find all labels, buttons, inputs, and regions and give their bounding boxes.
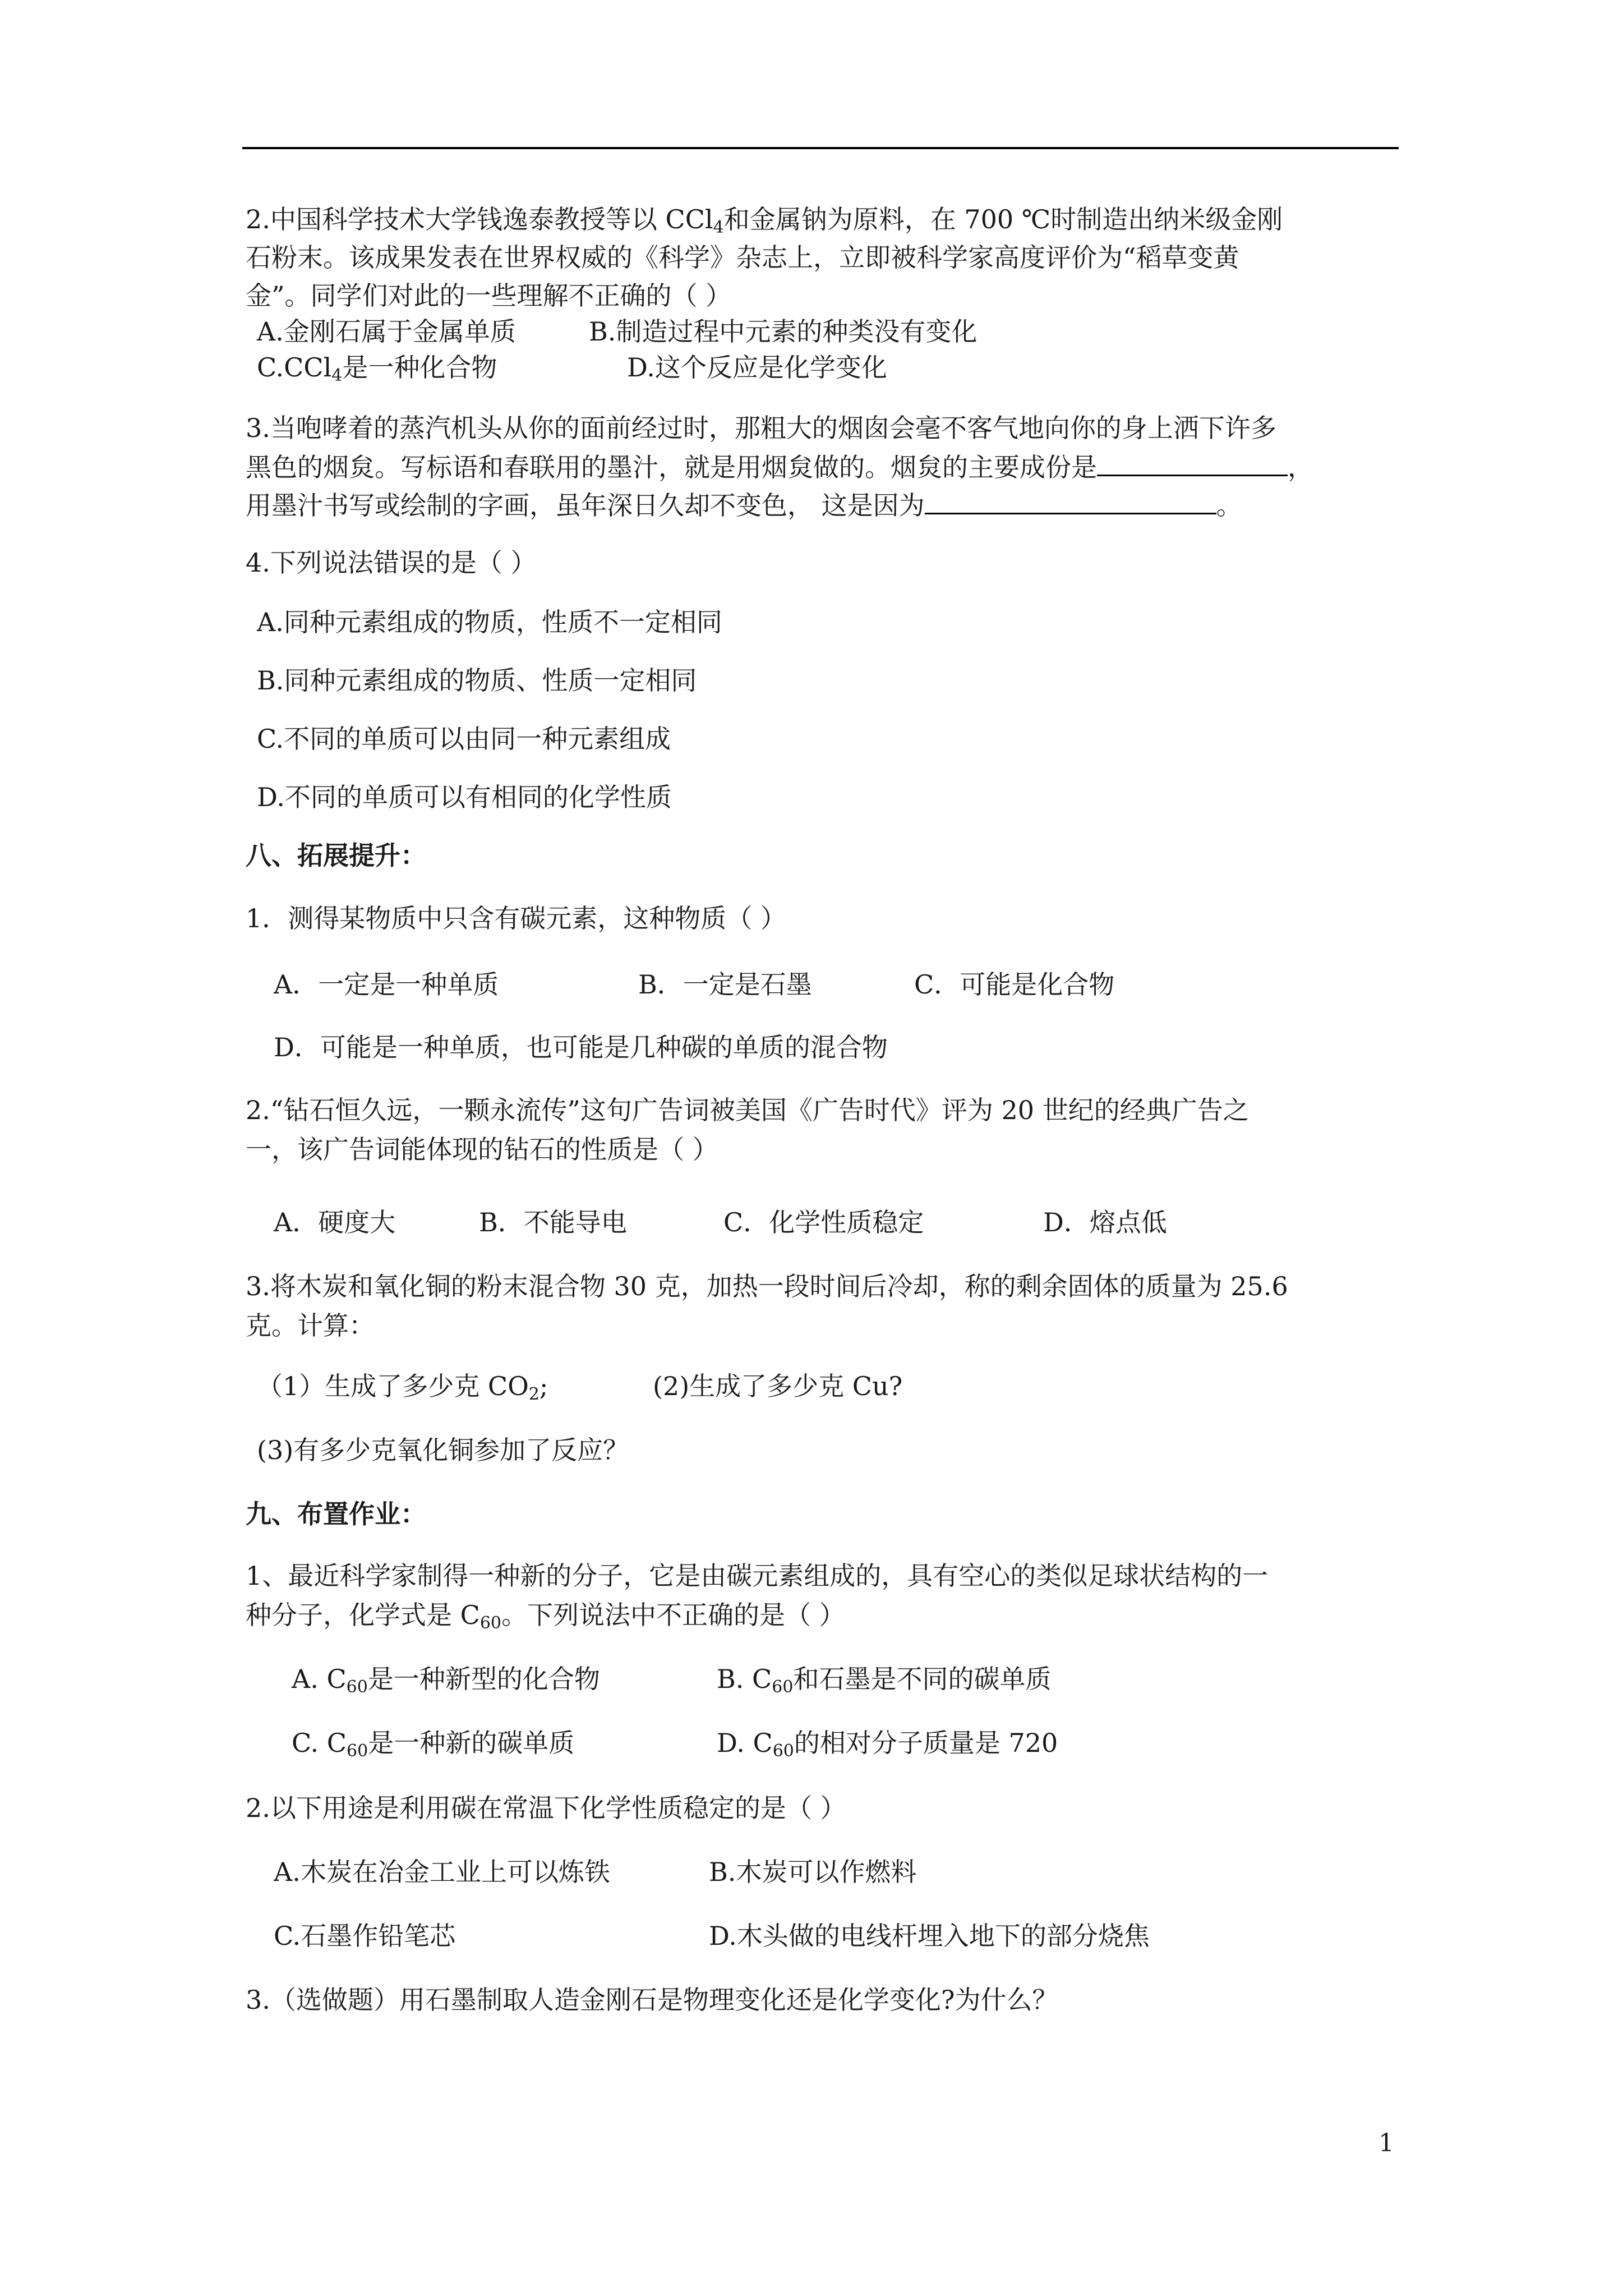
q4-option-a: A.同种元素组成的物质，性质不一定相同 [257, 607, 722, 637]
s9-q1-option-b: B. $C_{60}$和石墨是不同的碳单质 [717, 1664, 1052, 1697]
s8-q3-part1: （1）生成了多少克 $CO_2$; [257, 1371, 548, 1404]
s8-q1-option-b: B．一定是石墨 [638, 969, 812, 1000]
q2-line3: 金”。同学们对此的一些理解不正确的（ ） [246, 280, 732, 311]
section-heading: 九、布置作业： [246, 1499, 426, 1529]
s8-q2-option-a: A．硬度大 [274, 1207, 396, 1237]
s9-q1-option-a: A. $C_{60}$是一种新型的化合物 [292, 1664, 600, 1697]
s8-q2-option-c: C．化学性质稳定 [723, 1207, 924, 1237]
s9-q2-option-d: D.木头做的电线杆埋入地下的部分烧焦 [709, 1921, 1150, 1951]
s8-q2-option-d: D．熔点低 [1043, 1207, 1167, 1237]
s8-q3-line2: 克。计算： [246, 1310, 375, 1341]
q4-option-b: B.同种元素组成的物质、性质一定相同 [257, 665, 697, 696]
page-number: 1 [1378, 2129, 1394, 2157]
s8-q3-part2: (2)生成了多少克 Cu? [653, 1371, 903, 1401]
s8-q2-line2: 一，该广告词能体现的钻石的性质是（ ） [246, 1134, 718, 1165]
s8-q1-stem: 1．测得某物质中只含有碳元素，这种物质（ ） [246, 903, 786, 933]
s8-q2-line1: 2.“钻石恒久远，一颗永流传”这句广告词被美国《广告时代》评为 20 世纪的经典广告之 [246, 1095, 1249, 1125]
q4-option-d: D.不同的单质可以有相同的化学性质 [257, 782, 672, 812]
q2-option-b: B.制造过程中元素的种类没有变化 [589, 316, 978, 347]
header-rule [242, 147, 1399, 149]
s9-q1-line1: 1、最近科学家制得一种新的分子，它是由碳元素组成的，具有空心的类似足球状结构的一 [246, 1561, 1269, 1591]
s9-q2-option-c: C.石墨作铅笔芯 [274, 1921, 456, 1951]
q3-line1: 3.当咆哮着的蒸汽机头从你的面前经过时，那粗大的烟囱会毫不客气地向你的身上洒下许多 [246, 413, 1276, 443]
s9-q1-line2: 种分子，化学式是 $C_{60}$。下列说法中不正确的是（ ） [246, 1600, 845, 1633]
s8-q2-option-b: B．不能导电 [479, 1207, 627, 1237]
s9-q1-option-c: C. $C_{60}$是一种新的碳单质 [292, 1728, 575, 1761]
q2-line1: 2.中国科学技术大学钱逸泰教授等以 CCl$_4$和金属钠为原料，在 700 ℃时制造出纳米级金刚 [246, 204, 1283, 237]
q4-option-c: C.不同的单质可以由同一种元素组成 [257, 724, 671, 754]
q3-line2: 黑色的烟炱。写标语和春联用的墨汁，就是用烟炱做的。烟炱的主要成份是 ， [246, 452, 1313, 482]
answer-blank[interactable] [925, 491, 1216, 514]
section-heading: 八、拓展提升： [246, 840, 426, 871]
s9-q3-stem: 3.（选做题）用石墨制取人造金刚石是物理变化还是化学变化?为什么？ [246, 1985, 1058, 2015]
s9-q2-option-a: A.木炭在冶金工业上可以炼铁 [274, 1857, 610, 1887]
s9-q2-option-b: B.木炭可以作燃料 [709, 1857, 917, 1887]
s8-q1-option-d: D．可能是一种单质，也可能是几种碳的单质的混合物 [274, 1032, 888, 1062]
answer-blank[interactable] [1097, 453, 1288, 476]
q2-option-a: A.金刚石属于金属单质 [257, 316, 516, 347]
s9-q2-stem: 2.以下用途是利用碳在常温下化学性质稳定的是（ ） [246, 1793, 846, 1823]
q4-stem: 4.下列说法错误的是（ ） [246, 547, 537, 578]
s8-q1-option-c: C．可能是化合物 [914, 969, 1115, 1000]
q3-line3: 用墨汁书写或绘制的字画，虽年深日久却不变色， 这是因为 。 [246, 490, 1242, 521]
s8-q1-option-a: A．一定是一种单质 [274, 969, 499, 1000]
q2-option-c: C.CCl$_4$是一种化合物 [257, 352, 497, 385]
q2-option-d: D.这个反应是化学变化 [627, 352, 887, 383]
s8-q3-part3: (3)有多少克氧化铜参加了反应？ [257, 1435, 629, 1465]
s8-q3-line1: 3.将木炭和氧化铜的粉末混合物 30 克，加热一段时间后冷却，称的剩余固体的质量为 25.6 [246, 1271, 1288, 1301]
s9-q1-option-d: D. $C_{60}$的相对分子质量是 720 [717, 1728, 1058, 1761]
q2-line2: 石粉末。该成果发表在世界权威的《科学》杂志上，立即被科学家高度评价为“稻草变黄 [246, 242, 1239, 273]
